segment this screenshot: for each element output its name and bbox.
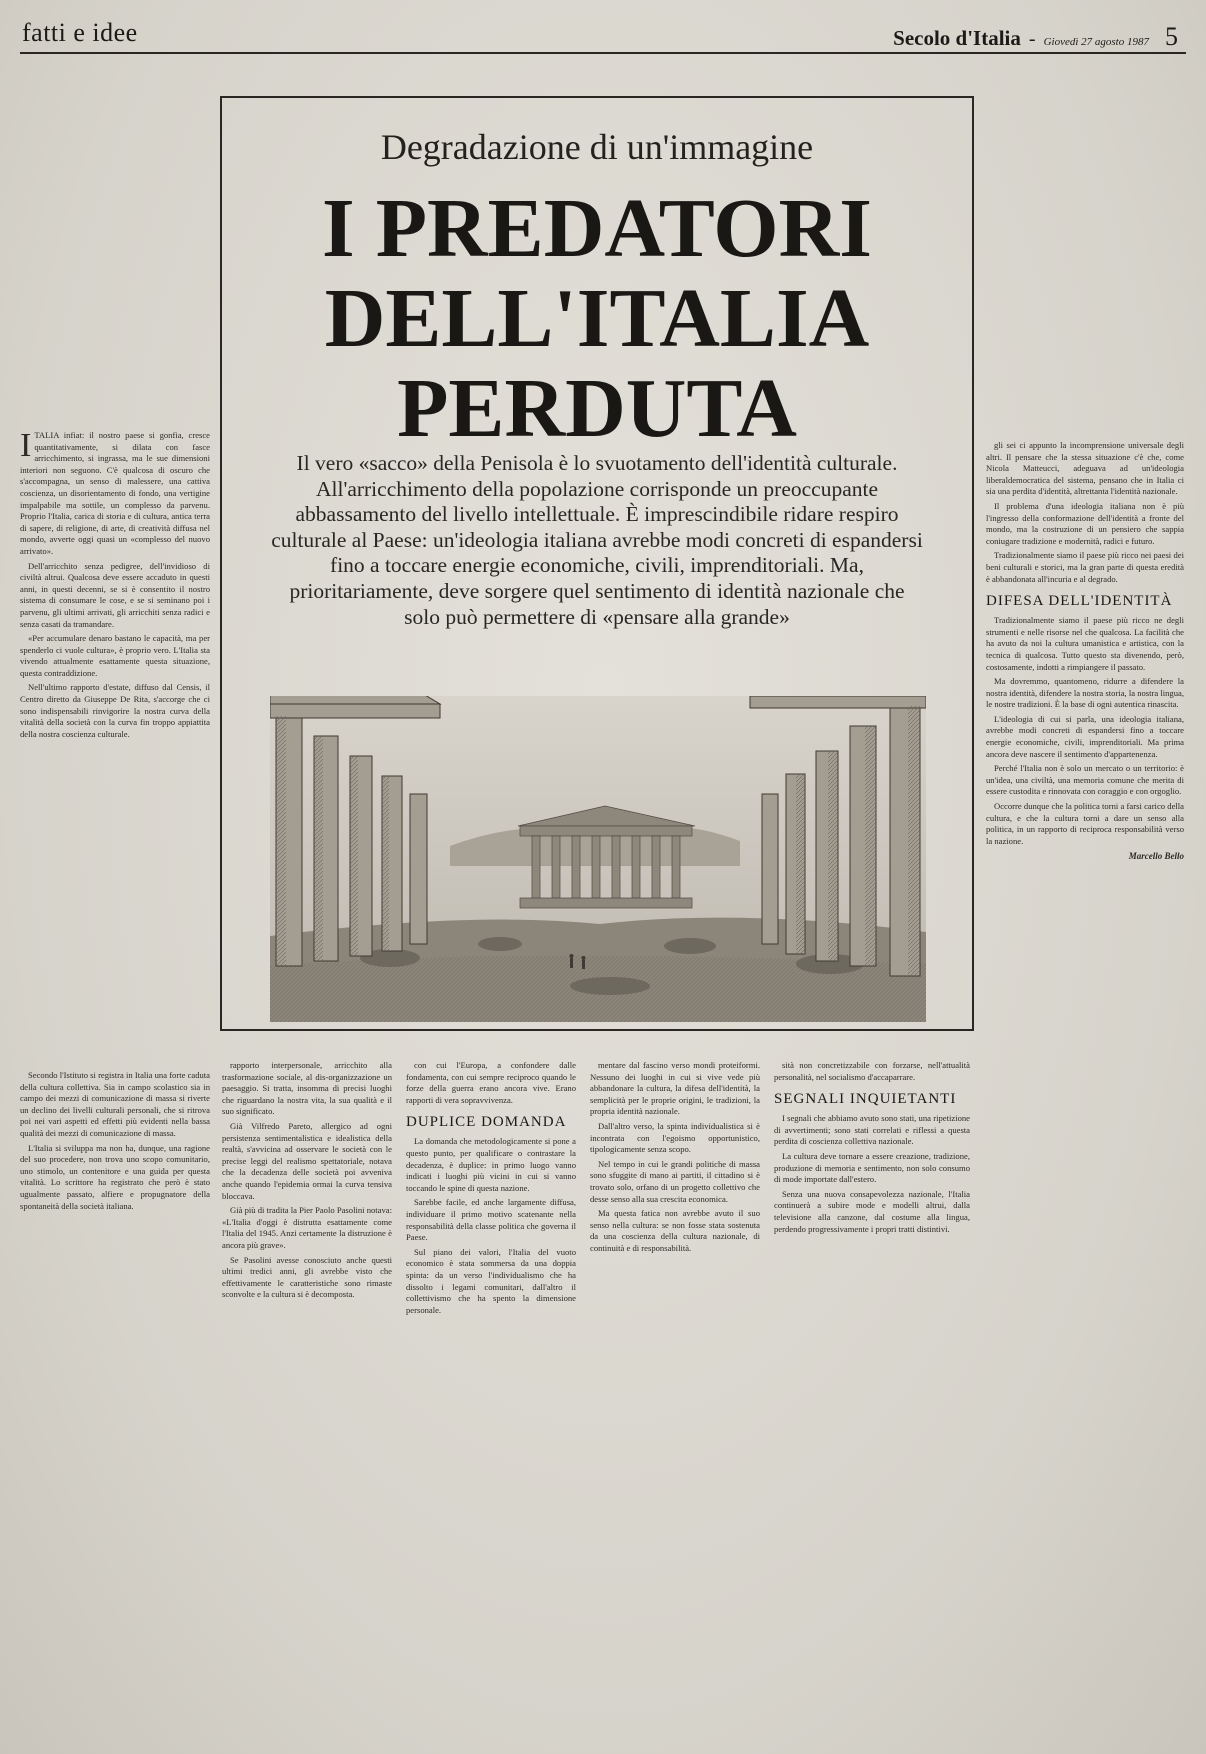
headline-line: I PREDATORI [322, 182, 872, 275]
article-paragraph: Senza una nuova consapevolezza nazionale, l'Italia continuerà a subire mode e modelli altrui, dalla televisione alla canzone, dal costume alla lingua, perdendo progressivamente i propri tratti distintivi. [774, 1188, 970, 1234]
body-column [406, 1060, 576, 1750]
dropcap: I [20, 430, 32, 464]
article-paragraph: La domanda che metodologicamente si pone a questo punto, per qualificare o contrastare la decadenza, è duplice: in primo luogo vanno indicati i luoghi più vicini in cui si vanno toccando le spine di questa nazione. [406, 1136, 576, 1193]
article-paragraph: Il problema d'una ideologia italiana non è più l'ingresso della conformazione dell'identità a fronte del mondo, ma la costruzione di un pensiero che sappia coniugare tradizione e modernità, radici e futuro. [986, 500, 1184, 546]
article-paragraph: Sarebbe facile, ed anche largamente diffusa, individuare il primo motivo scatenante nella responsabilità della classe politica che governa il Paese. [406, 1197, 576, 1243]
masthead [893, 22, 1178, 52]
article-paragraph: L'Italia si sviluppa ma non ha, dunque, una ragione del suo procedere, non trova uno scopo comunitario, uno stimolo, un contenitore e una guida per questa vitalità. Lo scrittore ha registrato che però è stato ugualmente passato, alfiere e propugnatore della spontaneità della società italiana. [20, 1142, 210, 1211]
article-paragraph: mentare dal fascino verso mondi proteiformi. Nessuno dei luoghi in cui si vive vede più abbandonare la cultura, la difesa dell'identità, la semplicità per le proprie origini, le tradizioni, la propria identità nazionale. [590, 1060, 760, 1117]
article-paragraph: La cultura deve tornare a essere creazione, tradizione, produzione di memoria e sentimento, non solo consumo di mode importate dall'estero. [774, 1150, 970, 1185]
publication-name: Secolo d'Italia [893, 26, 1021, 50]
header-rule [20, 52, 1186, 54]
article-paragraph: Dell'arricchito senza pedigree, dell'invidioso di civiltà altrui. Qualcosa deve essere accaduto in questi anni, in questi decenni, se si è consentito il nostro sistema di consumare le cose, e se si seminano poi i parvenu, gli ultimi arrivati, gli arricchiti senza radici e senza casati da tramandare. [20, 560, 210, 629]
article-paragraph: rapporto interpersonale, arricchito alla trasformazione sociale, al dis-organizzazione un paesaggio. Si tratta, insomma di precisi luoghi che riguardano la nostra vita, la sua qualità e il suo significato. [222, 1060, 392, 1117]
article-paragraph: Tradizionalmente siamo il paese più ricco nei paesi dei beni culturali e storici, ma la gran parte di questa eredità è abbandonata all'incuria e al degrado. [986, 550, 1184, 584]
article-paragraph: TALIA infiat: il nostro paese si gonfia, cresce quantitativamente, si dilata con fasce arricchimento, si ingrassa, ma le sue dimensioni interiori non seguono. C'è qualcosa di oscuro che s'accompagna, un senso di malessere, una cattiva coscienza, un disorientamento di fondo, una vertigine impalpabile ma sottile, un complesso da parvenu. Proprio l'Italia, carica di storia e di cultura, antica terra di sapere, di religione, di arte, di creatività diffusa nel mondo, avverte oggi quasi un «complesso del nuovo arrivato». [20, 430, 210, 556]
article-paragraph: Già Vilfredo Pareto, allergico ad ogni persistenza sentimentalistica e idealistica della realtà, s'avvicina ad osservare le società con le precise leggi del realismo spettatoriale, notava che la decadenza delle società poi avveniva anche quando l'epidemia ormai la curva tensiva bloccava. [222, 1120, 392, 1201]
article-paragraph: Se Pasolini avesse conosciuto anche questi ultimi tredici anni, gli avrebbe visto che effettivamente le caratteristiche sono rimaste sconvolte e la cultura si è decomposta. [222, 1254, 392, 1300]
section-label: fatti e idee [22, 18, 138, 47]
body-column [590, 1060, 760, 1750]
subheading: DIFESA DELL'IDENTITÀ [986, 593, 1173, 610]
author-signature: Marcello Bello [1128, 851, 1184, 862]
left-column-continued [20, 1070, 210, 1750]
article-paragraph: Già più di tradita la Pier Paolo Pasolini notava: «L'Italia d'oggi è distrutta esattamente come l'Italia del 1945. Anzi certamente la distruzione è ancora più grave». [222, 1205, 392, 1250]
body-column [222, 1060, 392, 1750]
headline-line: DELL'ITALIA [324, 272, 870, 365]
headline-line: PERDUTA [397, 362, 797, 455]
article-paragraph: L'ideologia di cui si parla, una ideologia italiana, avrebbe modi concreti di espandersi fino a toccare energie economiche, civili, imprenditoriali. Ma prima ancora deve nascere il sentimento d'appartenenza. [986, 713, 1184, 759]
article-paragraph: sità non concretizzabile con forzarse, nell'attualità personalità, nel socialismo d'accaparrare. [774, 1060, 970, 1082]
kicker: Degradazione di un'immagine [380, 127, 814, 167]
masthead-separator: - [1028, 28, 1036, 50]
subheading: DUPLICE DOMANDA [406, 1114, 567, 1131]
article-paragraph: Perché l'Italia non è solo un mercato o un territorio: è un'idea, una civiltà, una memoria comune che merita di essere custodita e rinnovata con coraggio e con orgoglio. [986, 763, 1184, 797]
article-paragraph: Sul piano dei valori, l'Italia del vuoto economico è stata sommersa da una doppia spinta: da un verso l'individualismo che ha dissolto i legami comunitari, dall'altro il collettivismo che ha spento la dimensione personale. [406, 1246, 576, 1315]
left-column [20, 430, 210, 1065]
article-paragraph: Ma questa fatica non avrebbe avuto il suo senso nella cultura: se non fosse stata sostenuta da una coscienza della cultura nazionale, di continuità e di responsabilità. [590, 1208, 760, 1253]
article-paragraph: gli sei ci appunto la incomprensione universale degli altri. Il pensare che la stessa situazione c'è che, come Nicola Matteucci, adeguava ad un'ideologia liberaldemocratica del sistema, pensano che in Italia ci sia una perdita d'identità, altrettanta l'identità nazionale. [986, 440, 1184, 497]
subheading: SEGNALI INQUIETANTI [774, 1091, 957, 1108]
article-paragraph: Ma dovremmo, quantomeno, ridurre a difendere la nostra identità, difendere la nostra storia, la nostra lingua, le nostre tradizioni. È la base di ogni autentica rinascita. [986, 676, 1184, 710]
article-paragraph: I segnali che abbiamo avuto sono stati, una ripetizione di avvertimenti; sono stati correlati e riflessi a questa perdita di coscienza collettiva nazionale. [774, 1113, 970, 1147]
body-column [774, 1060, 970, 1750]
feature-frame [220, 96, 974, 1031]
right-column [986, 440, 1184, 1745]
article-paragraph: Nell'ultimo rapporto d'estate, diffuso dal Censis, il Centro diretto da Giuseppe De Rita, s'accorge che ci sono indispensabili rinvigorire la nostra curva della vitalità della società con la curva fin troppo appiattita della nostra coscienza culturale. [20, 682, 210, 739]
article-paragraph: con cui l'Europa, a confondere dalle fondamenta, con cui sempre reciproco quando le forze della guerra erano ancora vive. Erano rapporti di vera sopravvivenza. [406, 1060, 576, 1105]
article-paragraph: Secondo l'Istituto si registra in Italia una forte caduta della cultura collettiva. Sia in campo scolastico sia in campo dei mezzi di comunicazione di massa si riverte un declino dei livelli culturali personali, che si ritrova poi nei vari aspetti ed effetti più evidenti nella bassa qualità dei mezzi di comunicazione di massa. [20, 1070, 210, 1138]
article-paragraph: Nel tempo in cui le grandi politiche di massa sono sfuggite di mano ai partiti, il cittadino si è trovato solo, orfano di un progetto collettivo che desse senso alla sua crescita economica. [590, 1158, 760, 1204]
temple-ruins-illustration [270, 696, 926, 1022]
page-number: 5 [1165, 22, 1178, 51]
article-paragraph: Dall'altro verso, la spinta individualistica si è incontrata con l'egoismo opportunistico, tipologicamente senza scopo. [590, 1120, 760, 1155]
temple-engraving [270, 696, 926, 1022]
standfirst: Il vero «sacco» della Penisola è lo svuotamento dell'identità culturale. All'arricchimento della popolazione corrisponde un preoccupante abbassamento del livello intellettuale. È imprescindibile ridare respiro culturale al Paese: un'ideologia italiana avrebbe modi concreti di espandersi fino a toccare energie economiche, civili, imprenditoriali. Ma, prioritariamente, deve sorgere quel sentimento di identità nazionale che solo può permettere di «pensare alla grande» [271, 451, 923, 629]
issue-date: Giovedì 27 agosto 1987 [1043, 36, 1149, 48]
article-paragraph: Occorre dunque che la politica torni a farsi carico della cultura, e che la cultura torni a dare un senso alla politica, in un rapporto di reciproca responsabilità verso la nazione. [986, 801, 1184, 846]
article-paragraph: Tradizionalmente siamo il paese più ricco ne degli strumenti e nelle risorse nel che qualcosa. La facilità che ha avuto da noi la cultura umanistica e artistica, con la tecnica di qualcosa. Tutto questo sta divenendo, però, costosamente, indotti a rimpiangere il passato. [986, 615, 1184, 672]
headline [222, 184, 972, 454]
article-paragraph: «Per accumulare denaro bastano le capacità, ma per spenderlo ci vuole cultura», è proprio vero. L'Italia sta vivendo attualmente esattamente questa situazione, questa contraddizione. [20, 633, 210, 678]
